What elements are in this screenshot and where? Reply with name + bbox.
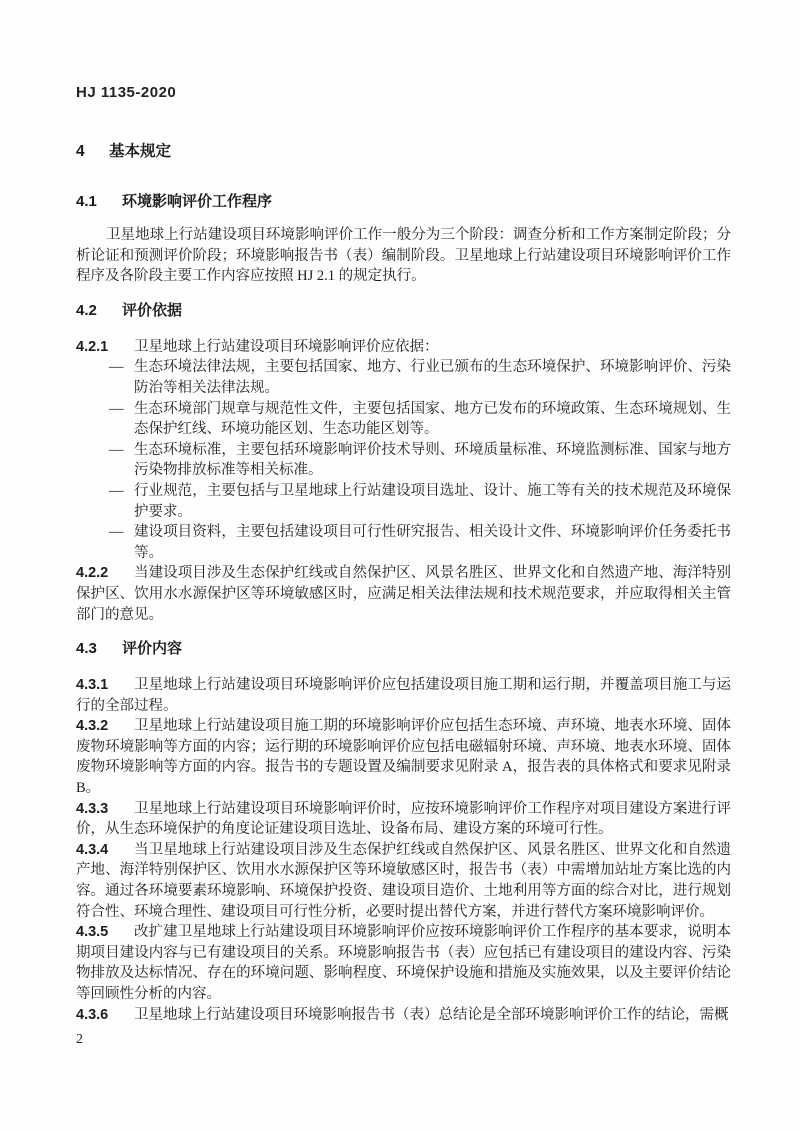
dash-marker: — [109, 524, 124, 541]
list-item-text: 建设项目资料，主要包括建设项目可行性研究报告、相关设计文件、环境影响评价任务委托书等。 [134, 524, 731, 561]
clause-number: 4.3.4 [76, 841, 109, 858]
clause-text: 当卫星地球上行站建设项目涉及生态保护红线或自然保护区、风景名胜区、世界文化和自然遗产地、海洋特别保护区、饮用水水源保护区等环境敏感区时，报告书（表）中需增加站址方案比选的内容。通过各环境要素环境影响、环境保护投资、建设项目造价、土地利用等方面的综合对比，进行规划符合性、环境合理性、建设项目可行性分析，必要时提出替代方案，并进行替代方案环境影响评价。 [76, 841, 731, 920]
section-heading-4-1 [76, 192, 731, 212]
clause-number: 4.3.2 [76, 718, 109, 735]
list-item-text: 生态环境标准，主要包括环境影响评价技术导则、环境质量标准、环境监测标准、国家与地方污染物排放标准等相关标准。 [134, 441, 731, 479]
section-title: 评价内容 [122, 640, 183, 658]
list-item-text: 生态环境法律法规，主要包括国家、地方、行业已颁布的生态环境保护、环境影响评价、污染防治等相关法律法规。 [134, 359, 731, 396]
clause-number: 4.3.3 [76, 800, 109, 817]
clause-4-3-6 [76, 1005, 731, 1026]
section-heading-4-2 [76, 301, 731, 321]
doc-code: HJ 1135-2020 [76, 84, 177, 101]
clause-number: 4.3.5 [76, 924, 109, 941]
clause-number: 4.3.6 [76, 1006, 109, 1023]
section-title: 基本规定 [109, 143, 172, 160]
list-item [76, 481, 731, 522]
clause-text: 卫星地球上行站建设项目环境影响评价应包括建设项目施工期和运行期，并覆盖项目施工与运行的全部过程。 [76, 677, 731, 714]
section-heading-4-3 [76, 639, 731, 659]
clause-4-3-2 [76, 716, 731, 798]
clause-text: 当建设项目涉及生态保护红线或自然保护区、风景名胜区、世界文化和自然遗产地、海洋特别保护区、饮用水水源保护区等环境敏感区时，应满足相关法律法规和技术规范要求，并应取得相关主管部门的意见。 [76, 565, 731, 623]
clause-text: 卫星地球上行站建设项目环境影响评价时，应按环境影响评价工作程序对项目建设方案进行评价，从生态环境保护的角度论证建设项目选址、设备布局、建设方案的环境可行性。 [76, 800, 731, 838]
list-item [76, 440, 731, 481]
section-number: 4.1 [76, 193, 97, 210]
clause-number: 4.2.2 [76, 565, 109, 582]
clause-4-2-2 [76, 563, 731, 625]
section-title: 环境影响评价工作程序 [122, 193, 273, 210]
dash-marker: — [109, 482, 124, 499]
clause-4-3-1 [76, 675, 731, 716]
clause-text: 卫星地球上行站建设项目施工期的环境影响评价应包括生态环境、声环境、地表水环境、固体废物环境影响等方面的内容；运行期的环境影响评价应包括电磁辐射环境、声环境、地表水环境、固体废物环境影响等方面的内容。报告书的专题设置及编制要求见附录 A，报告表的具体格式和要求见附录 B。 [76, 718, 731, 797]
clause-text: 改扩建卫星地球上行站建设项目环境影响评价应按环境影响评价工作程序的基本要求，说明本期项目建设内容与已有建设项目的关系。环境影响报告书（表）应包括已有建设项目的建设内容、污染物排放及达标情况、存在的环境问题、影响程度、环境保护设施和措施及实施效果，以及主要评价结论等回顾性分析的内容。 [76, 924, 731, 1002]
section-number: 4.3 [76, 640, 97, 658]
section-heading-4 [76, 142, 731, 162]
paragraph-4-1: 卫星地球上行站建设项目环境影响评价工作一般分为三个阶段：调查分析和工作方案制定阶段；分析论证和预测评价阶段；环境影响报告书（表）编制阶段。卫星地球上行站建设项目环境影响评价工作程序及各阶段主要工作内容应按照 HJ 2.1 的规定执行。 [76, 227, 731, 285]
list-item-text: 生态环境部门规章与规范性文件，主要包括国家、地方已发布的环境政策、生态环境规划、生态保护红线、环境功能区划、生态功能区划等。 [134, 400, 731, 438]
page-number: 2 [76, 1032, 83, 1047]
list-item [76, 522, 731, 563]
clause-number: 4.3.1 [76, 677, 109, 694]
dash-marker: — [109, 400, 124, 417]
list-item [76, 399, 731, 440]
clause-4-3-3 [76, 799, 731, 840]
list-item [76, 357, 731, 398]
section-title: 评价依据 [122, 301, 183, 319]
clause-4-3-4 [76, 840, 731, 922]
clause-text: 卫星地球上行站建设项目环境影响评价应依据： [134, 338, 439, 355]
section-number: 4.2 [76, 301, 97, 319]
list-item-text: 行业规范，主要包括与卫星地球上行站建设项目选址、设计、施工等有关的技术规范及环境保护要求。 [134, 482, 731, 520]
dash-marker: — [109, 359, 124, 376]
dash-marker: — [109, 441, 124, 458]
section-number: 4 [76, 143, 85, 160]
clause-text: 卫星地球上行站建设项目环境影响报告书（表）总结论是全部环境影响评价工作的结论，需概 [134, 1006, 729, 1023]
clause-4-2-1 [76, 337, 731, 358]
clause-4-3-5 [76, 922, 731, 1004]
clause-number: 4.2.1 [76, 338, 109, 355]
